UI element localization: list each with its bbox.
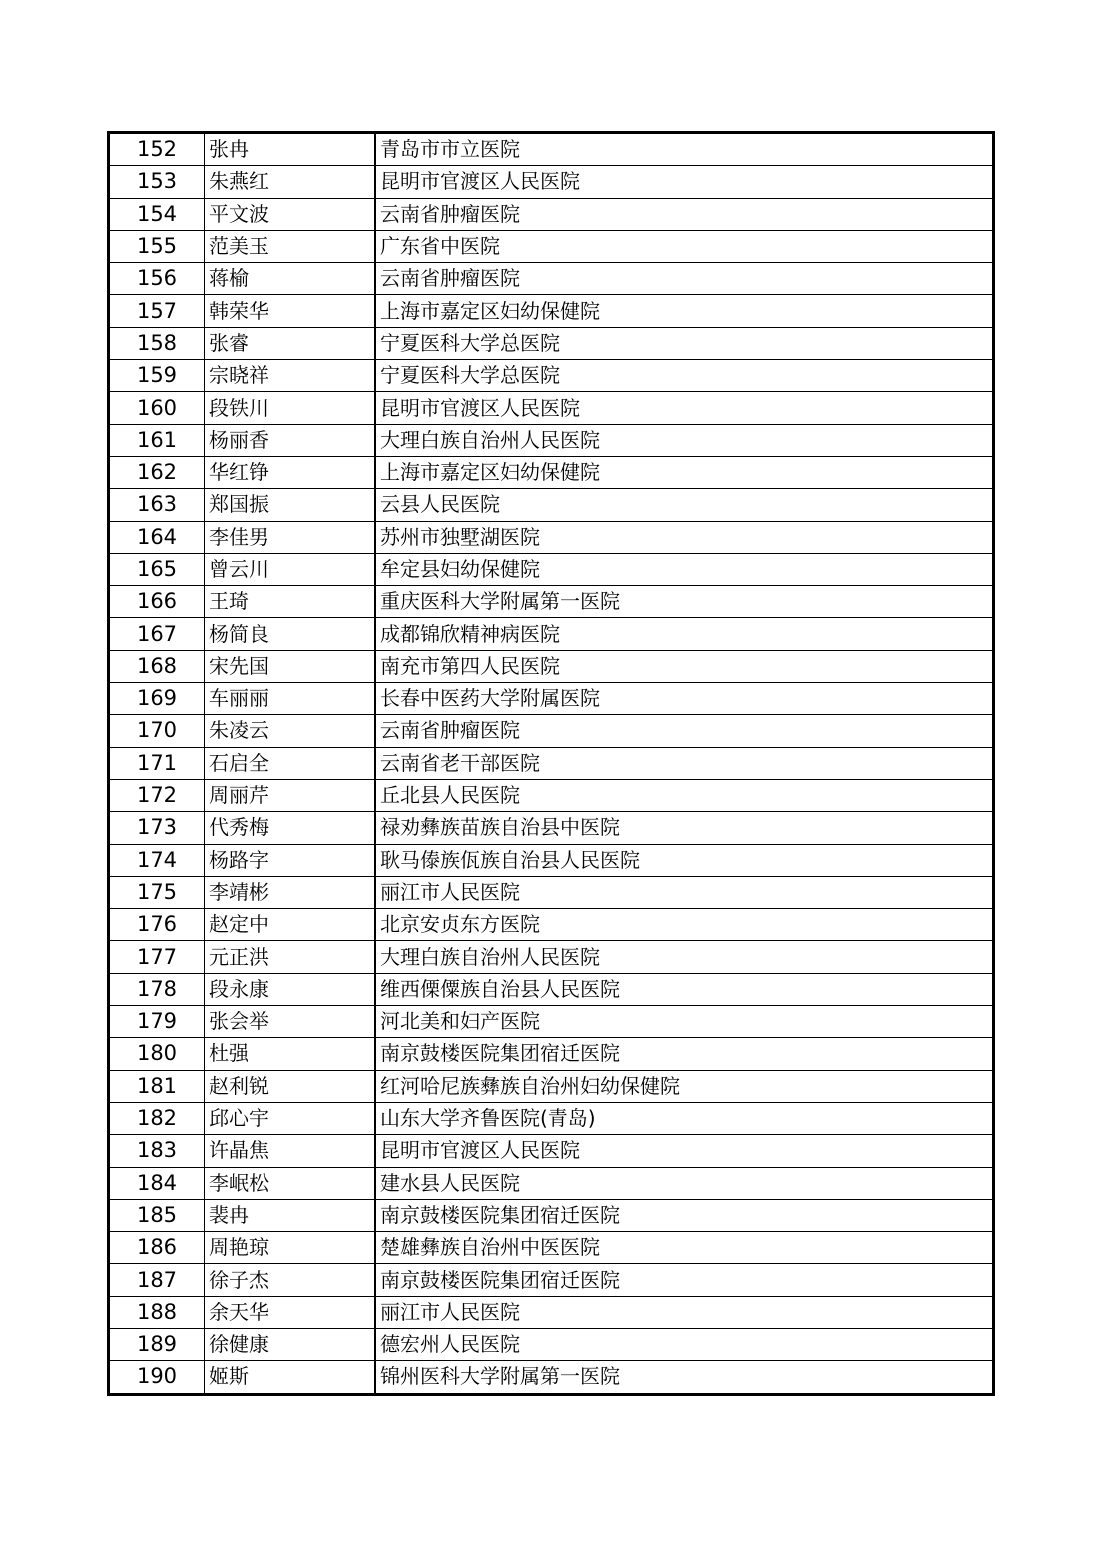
- table-row: [109, 844, 994, 876]
- person-name-cell: 邱心宇: [205, 1102, 376, 1134]
- institution-cell: 楚雄彝族自治州中医医院: [375, 1232, 994, 1264]
- institution-cell: 青岛市市立医院: [375, 133, 994, 166]
- institution-cell: 南京鼓楼医院集团宿迁医院: [375, 1199, 994, 1231]
- row-number-cell: 154: [109, 198, 205, 230]
- person-name-cell: 赵利锐: [205, 1070, 376, 1102]
- row-number-cell: 190: [109, 1361, 205, 1394]
- person-name-cell: 华红铮: [205, 456, 376, 488]
- person-name-cell: 徐子杰: [205, 1264, 376, 1296]
- institution-cell: 重庆医科大学附属第一医院: [375, 586, 994, 618]
- person-name-cell: 杨丽香: [205, 424, 376, 456]
- row-number-cell: 155: [109, 230, 205, 262]
- person-name-cell: 范美玉: [205, 230, 376, 262]
- institution-cell: 昆明市官渡区人民医院: [375, 1135, 994, 1167]
- institution-cell: 德宏州人民医院: [375, 1328, 994, 1360]
- row-number-cell: 189: [109, 1328, 205, 1360]
- person-name-cell: 李靖彬: [205, 876, 376, 908]
- institution-cell: 丽江市人民医院: [375, 876, 994, 908]
- table-row: [109, 1296, 994, 1328]
- table-row: [109, 941, 994, 973]
- row-number-cell: 172: [109, 779, 205, 811]
- institution-cell: 云南省老干部医院: [375, 747, 994, 779]
- person-name-cell: 曾云川: [205, 553, 376, 585]
- institution-cell: 宁夏医科大学总医院: [375, 327, 994, 359]
- institution-cell: 大理白族自治州人民医院: [375, 941, 994, 973]
- person-name-cell: 李岷松: [205, 1167, 376, 1199]
- person-name-cell: 石启全: [205, 747, 376, 779]
- roster-table-body: [109, 133, 994, 1395]
- institution-cell: 上海市嘉定区妇幼保健院: [375, 456, 994, 488]
- table-row: [109, 779, 994, 811]
- table-row: [109, 747, 994, 779]
- row-number-cell: 164: [109, 521, 205, 553]
- person-name-cell: 周艳琼: [205, 1232, 376, 1264]
- table-row: [109, 392, 994, 424]
- institution-cell: 南充市第四人民医院: [375, 650, 994, 682]
- row-number-cell: 182: [109, 1102, 205, 1134]
- institution-cell: 广东省中医院: [375, 230, 994, 262]
- row-number-cell: 174: [109, 844, 205, 876]
- person-name-cell: 张冉: [205, 133, 376, 166]
- table-row: [109, 1199, 994, 1231]
- institution-cell: 上海市嘉定区妇幼保健院: [375, 295, 994, 327]
- person-name-cell: 元正洪: [205, 941, 376, 973]
- row-number-cell: 178: [109, 973, 205, 1005]
- table-row: [109, 424, 994, 456]
- row-number-cell: 165: [109, 553, 205, 585]
- row-number-cell: 159: [109, 360, 205, 392]
- person-name-cell: 蒋榆: [205, 263, 376, 295]
- institution-cell: 南京鼓楼医院集团宿迁医院: [375, 1264, 994, 1296]
- institution-cell: 昆明市官渡区人民医院: [375, 166, 994, 198]
- table-row: [109, 909, 994, 941]
- institution-cell: 禄劝彝族苗族自治县中医院: [375, 812, 994, 844]
- institution-cell: 牟定县妇幼保健院: [375, 553, 994, 585]
- institution-cell: 建水县人民医院: [375, 1167, 994, 1199]
- person-name-cell: 裴冉: [205, 1199, 376, 1231]
- institution-cell: 宁夏医科大学总医院: [375, 360, 994, 392]
- table-row: [109, 812, 994, 844]
- institution-cell: 南京鼓楼医院集团宿迁医院: [375, 1038, 994, 1070]
- row-number-cell: 173: [109, 812, 205, 844]
- person-name-cell: 代秀梅: [205, 812, 376, 844]
- row-number-cell: 169: [109, 683, 205, 715]
- institution-cell: 丘北县人民医院: [375, 779, 994, 811]
- institution-cell: 丽江市人民医院: [375, 1296, 994, 1328]
- institution-cell: 昆明市官渡区人民医院: [375, 392, 994, 424]
- row-number-cell: 161: [109, 424, 205, 456]
- person-name-cell: 宋先国: [205, 650, 376, 682]
- institution-cell: 大理白族自治州人民医院: [375, 424, 994, 456]
- person-name-cell: 余天华: [205, 1296, 376, 1328]
- row-number-cell: 187: [109, 1264, 205, 1296]
- person-name-cell: 周丽芹: [205, 779, 376, 811]
- table-row: [109, 230, 994, 262]
- table-row: [109, 133, 994, 166]
- institution-cell: 苏州市独墅湖医院: [375, 521, 994, 553]
- table-row: [109, 489, 994, 521]
- table-row: [109, 1167, 994, 1199]
- table-row: [109, 263, 994, 295]
- row-number-cell: 157: [109, 295, 205, 327]
- table-row: [109, 1264, 994, 1296]
- person-name-cell: 杨路字: [205, 844, 376, 876]
- table-row: [109, 1361, 994, 1394]
- institution-cell: 长春中医药大学附属医院: [375, 683, 994, 715]
- row-number-cell: 177: [109, 941, 205, 973]
- table-row: [109, 295, 994, 327]
- person-name-cell: 段永康: [205, 973, 376, 1005]
- table-row: [109, 456, 994, 488]
- person-name-cell: 赵定中: [205, 909, 376, 941]
- row-number-cell: 184: [109, 1167, 205, 1199]
- row-number-cell: 158: [109, 327, 205, 359]
- institution-cell: 锦州医科大学附属第一医院: [375, 1361, 994, 1394]
- row-number-cell: 156: [109, 263, 205, 295]
- institution-cell: 云南省肿瘤医院: [375, 715, 994, 747]
- person-name-cell: 宗晓祥: [205, 360, 376, 392]
- row-number-cell: 186: [109, 1232, 205, 1264]
- institution-cell: 山东大学齐鲁医院(青岛): [375, 1102, 994, 1134]
- row-number-cell: 171: [109, 747, 205, 779]
- row-number-cell: 152: [109, 133, 205, 166]
- institution-cell: 云南省肿瘤医院: [375, 198, 994, 230]
- institution-cell: 耿马傣族佤族自治县人民医院: [375, 844, 994, 876]
- row-number-cell: 153: [109, 166, 205, 198]
- person-name-cell: 张会举: [205, 1006, 376, 1038]
- person-name-cell: 许晶焦: [205, 1135, 376, 1167]
- roster-table: [107, 131, 995, 1396]
- table-row: [109, 1135, 994, 1167]
- row-number-cell: 188: [109, 1296, 205, 1328]
- row-number-cell: 183: [109, 1135, 205, 1167]
- institution-cell: 云县人民医院: [375, 489, 994, 521]
- institution-cell: 云南省肿瘤医院: [375, 263, 994, 295]
- person-name-cell: 平文波: [205, 198, 376, 230]
- institution-cell: 河北美和妇产医院: [375, 1006, 994, 1038]
- person-name-cell: 韩荣华: [205, 295, 376, 327]
- table-row: [109, 1232, 994, 1264]
- table-row: [109, 166, 994, 198]
- table-row: [109, 360, 994, 392]
- person-name-cell: 王琦: [205, 586, 376, 618]
- table-row: [109, 618, 994, 650]
- person-name-cell: 朱燕红: [205, 166, 376, 198]
- table-row: [109, 521, 994, 553]
- person-name-cell: 杨简良: [205, 618, 376, 650]
- institution-cell: 北京安贞东方医院: [375, 909, 994, 941]
- row-number-cell: 170: [109, 715, 205, 747]
- table-row: [109, 1102, 994, 1134]
- row-number-cell: 167: [109, 618, 205, 650]
- row-number-cell: 185: [109, 1199, 205, 1231]
- row-number-cell: 180: [109, 1038, 205, 1070]
- person-name-cell: 张睿: [205, 327, 376, 359]
- person-name-cell: 杜强: [205, 1038, 376, 1070]
- table-row: [109, 1070, 994, 1102]
- institution-cell: 成都锦欣精神病医院: [375, 618, 994, 650]
- table-row: [109, 973, 994, 1005]
- person-name-cell: 郑国振: [205, 489, 376, 521]
- row-number-cell: 179: [109, 1006, 205, 1038]
- table-row: [109, 715, 994, 747]
- row-number-cell: 176: [109, 909, 205, 941]
- table-row: [109, 553, 994, 585]
- row-number-cell: 168: [109, 650, 205, 682]
- table-row: [109, 327, 994, 359]
- row-number-cell: 166: [109, 586, 205, 618]
- person-name-cell: 朱凌云: [205, 715, 376, 747]
- table-row: [109, 650, 994, 682]
- table-row: [109, 876, 994, 908]
- row-number-cell: 160: [109, 392, 205, 424]
- person-name-cell: 段铁川: [205, 392, 376, 424]
- person-name-cell: 徐健康: [205, 1328, 376, 1360]
- row-number-cell: 175: [109, 876, 205, 908]
- table-row: [109, 683, 994, 715]
- row-number-cell: 163: [109, 489, 205, 521]
- person-name-cell: 李佳男: [205, 521, 376, 553]
- table-row: [109, 1006, 994, 1038]
- institution-cell: 维西傈僳族自治县人民医院: [375, 973, 994, 1005]
- row-number-cell: 162: [109, 456, 205, 488]
- person-name-cell: 姬斯: [205, 1361, 376, 1394]
- table-row: [109, 1328, 994, 1360]
- table-row: [109, 586, 994, 618]
- institution-cell: 红河哈尼族彝族自治州妇幼保健院: [375, 1070, 994, 1102]
- table-row: [109, 1038, 994, 1070]
- person-name-cell: 车丽丽: [205, 683, 376, 715]
- row-number-cell: 181: [109, 1070, 205, 1102]
- table-row: [109, 198, 994, 230]
